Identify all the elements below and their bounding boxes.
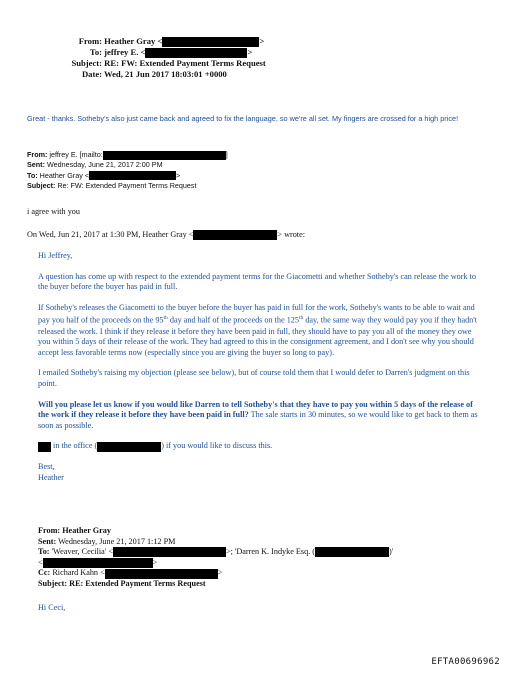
redaction-box <box>145 48 247 58</box>
to-value: 'Weaver, Cecilia' < <box>51 547 113 557</box>
document-id: EFTA00696962 <box>431 657 500 667</box>
sent-label: Sent: <box>27 160 45 170</box>
subject-label: Subject: <box>27 181 56 191</box>
from-label: From: <box>78 36 102 46</box>
redaction-box <box>38 442 51 452</box>
reply-text: Great - thanks. Sotheby's also just came back and agreed to fix the language, so we're all set. My fingers are crossed for a high price! <box>27 114 459 123</box>
quoted-greeting: Hi Jeffrey, <box>38 251 73 260</box>
quoted-paragraph-2: If Sotheby's releases the Giacometti to the buyer before the buyer has paid in full for the work, Sotheby's wants to be able to wait and pay you half of the proceeds on the 95th day and half of the proceeds on the 125th day, the same way they would pay you if they hadn't released the work. I think if they release it before they have been paid in full, they should have to pay you all of the money they owe you within 5 days of their release of the work. They had agreed to this in the consignment agreement, and I don't see why you should accept less favorable terms now (especially since you are giving the buyer so long to pay). <box>38 302 478 357</box>
redaction-box <box>193 230 277 240</box>
from-value: jeffrey E. [mailto: <box>49 150 103 159</box>
subject-value: Re: FW: Extended Payment Terms Request <box>57 181 197 191</box>
redaction-box <box>43 558 153 568</box>
agree-text: i agree with you <box>27 207 80 216</box>
redaction-box <box>113 547 226 557</box>
to-label: To: <box>89 47 102 58</box>
subject-label: Subject: <box>38 578 68 588</box>
quoted-message <box>38 248 484 483</box>
sent-label: Sent: <box>38 536 57 546</box>
cc-value: Richard Kahn < <box>52 568 105 578</box>
subject-value: RE: FW: Extended Payment Terms Request <box>104 58 266 69</box>
forward-header-2: From: Heather Gray Sent: Wednesday, June 21, 2017 1:12 PM To: 'Weaver, Cecilia' < >; 'Darren K. Indyke Esq. ( )' < > Cc: Richard Kahn < > Subject: RE: Extended Payment Terms Request <box>38 526 394 588</box>
forward-header-1: From: jeffrey E. [mailto: ] Sent: Wednesday, June 21, 2017 2:00 PM To: Heather Gray < > Subject: Re: FW: Extended Payment Terms Request <box>27 150 228 191</box>
redaction-box <box>103 151 226 160</box>
date-value: Wed, 21 Jun 2017 18:03:01 +0000 <box>104 69 227 80</box>
from-value: Heather Gray <box>62 526 111 535</box>
quoted-paragraph-3: I emailed Sotheby's raising my objection (please see below), but of course told them that I would defer to Darren's judgment on this point. <box>38 368 470 389</box>
from-label: From: <box>27 150 48 159</box>
from-value: Heather Gray < <box>104 36 163 46</box>
quoted-paragraph-1: A question has come up with respect to the extended payment terms for the Giacometti and whether Sotheby's can release the work to the buyer before the buyer has paid in full. <box>38 271 477 292</box>
sent-value: Wednesday, June 21, 2017 1:12 PM <box>58 536 176 546</box>
redaction-box <box>89 171 176 180</box>
to-value: Heather Gray < <box>39 170 89 180</box>
redaction-box <box>97 442 161 452</box>
cc-label: Cc: <box>38 568 51 578</box>
top-email-header: From: Heather Gray < > To: jeffrey E. < > Subject: RE: FW: Extended Payment Terms Request Date: Wed, 21 Jun 2017 18:03:01 +0000 <box>0 36 512 80</box>
redaction-box <box>315 547 389 557</box>
subject-value: RE: Extended Payment Terms Request <box>69 578 206 588</box>
quoted-paragraph-5: in the office ( ) if you would like to discuss this. <box>38 441 484 452</box>
sent-value: Wednesday, June 21, 2017 2:00 PM <box>46 160 163 170</box>
wrote-line: On Wed, Jun 21, 2017 at 1:30 PM, Heather Gray < > wrote: <box>27 230 305 239</box>
quoted-paragraph-4: Will you please let us know if you would like Darren to tell Sotheby's that they have to pay you within 5 days of the release of the work if they release it before they have been paid in full? The sale starts in 30 minutes, so we would like to get back to them as soon as possible. <box>38 399 478 430</box>
subject-label: Subject: <box>71 58 102 69</box>
signature: Heather <box>38 472 64 482</box>
signoff: Best, <box>38 462 55 472</box>
redaction-box <box>105 569 218 579</box>
date-label: Date: <box>81 69 102 80</box>
from-label: From: <box>38 526 61 535</box>
to-label: To: <box>27 170 38 180</box>
redaction-box <box>162 37 259 47</box>
to-label: To: <box>38 547 50 557</box>
to-value: jeffrey E. < <box>104 47 146 58</box>
forward-2-greeting: Hi Ceci, <box>38 603 66 612</box>
